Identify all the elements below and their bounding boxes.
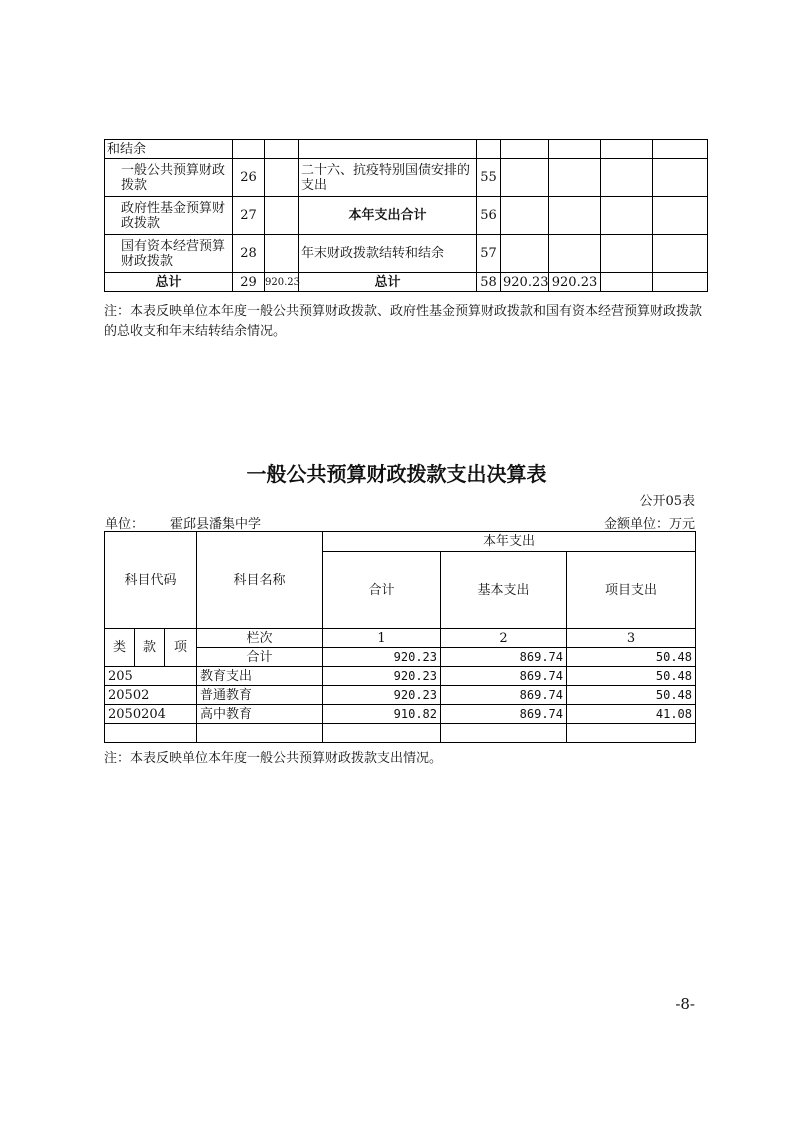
basic-amount: 869.74 [441,667,567,686]
column-index-row [105,629,696,648]
header-lanci: 栏次 [197,629,323,648]
total-amount: 910.82 [323,705,441,724]
subject-code: 20502 [105,686,197,705]
grand-total-label: 总计 [105,273,233,292]
subject-name: 高中教育 [197,705,323,724]
form-code: 公开05表 [639,494,695,509]
header-basic: 基本支出 [441,552,567,629]
row-label: 二十六、抗疫特别国债安排的支出 [299,159,477,197]
basic-amount: 869.74 [441,686,567,705]
header-row [105,532,696,552]
project-amount: 50.48 [567,667,696,686]
col-index: 3 [567,629,696,648]
unit-name: 霍邱县潘集中学 [170,517,262,532]
row-number: 26 [233,159,265,197]
row-number: 28 [233,235,265,273]
revenue-expenditure-table-continued [104,139,708,292]
table-row [105,667,696,686]
row-label: 一般公共预算财政拨款 [105,159,233,197]
header-current-year: 本年支出 [323,532,696,552]
header-xiang: 项 [165,629,197,667]
row-number: 55 [477,159,501,197]
header-subject-code: 科目代码 [105,532,197,629]
grand-total-amount: 920.23 [549,273,601,292]
row-label: 和结余 [105,140,233,159]
row-label: 政府性基金预算财政拨款 [105,197,233,235]
row-label-total-expenditure: 本年支出合计 [299,197,477,235]
subject-code: 2050204 [105,705,197,724]
page-number: -8- [675,995,695,1013]
table-row [105,235,708,273]
subject-code: 205 [105,667,197,686]
header-project: 项目支出 [567,552,696,629]
table-row-empty [105,724,696,743]
row-label: 国有资本经营预算财政拨款 [105,235,233,273]
project-amount: 50.48 [567,648,696,667]
header-lei: 类 [105,629,135,667]
row-number: 57 [477,235,501,273]
header-total: 合计 [323,552,441,629]
header-kuan: 款 [135,629,165,667]
total-label: 合计 [197,648,323,667]
subject-name: 教育支出 [197,667,323,686]
amount-unit: 金额单位：万元 [603,517,695,532]
project-amount: 41.08 [567,705,696,724]
total-amount: 920.23 [323,686,441,705]
expenditure-table [104,531,696,743]
top-table-note: 注：本表反映单位本年度一般公共预算财政拨款、政府性基金预算财政拨款和国有资本经营预算财政拨款的总收支和年末结转结余情况。 [104,304,703,339]
table-row [105,159,708,197]
total-amount: 920.23 [323,667,441,686]
table-row [105,705,696,724]
main-table-note: 注：本表反映单位本年度一般公共预算财政拨款支出情况。 [104,751,443,766]
row-number: 29 [233,273,265,292]
page-title: 一般公共预算财政拨款支出决算表 [246,462,547,486]
table-row [105,197,708,235]
table-row [105,686,696,705]
grand-total-label: 总计 [299,273,477,292]
row-number: 58 [477,273,501,292]
col-index: 2 [441,629,567,648]
table-row-grand-total [105,273,708,292]
grand-total-amount: 920.23 [265,273,299,292]
row-number: 56 [477,197,501,235]
grand-total-amount: 920.23 [501,273,549,292]
total-amount: 920.23 [323,648,441,667]
unit-label: 单位： [105,517,145,532]
subject-name: 普通教育 [197,686,323,705]
basic-amount: 869.74 [441,648,567,667]
row-label: 年末财政拨款结转和结余 [299,235,477,273]
header-subject-name: 科目名称 [197,532,323,629]
col-index: 1 [323,629,441,648]
project-amount: 50.48 [567,686,696,705]
row-number: 27 [233,197,265,235]
table-row [105,140,708,159]
basic-amount: 869.74 [441,705,567,724]
